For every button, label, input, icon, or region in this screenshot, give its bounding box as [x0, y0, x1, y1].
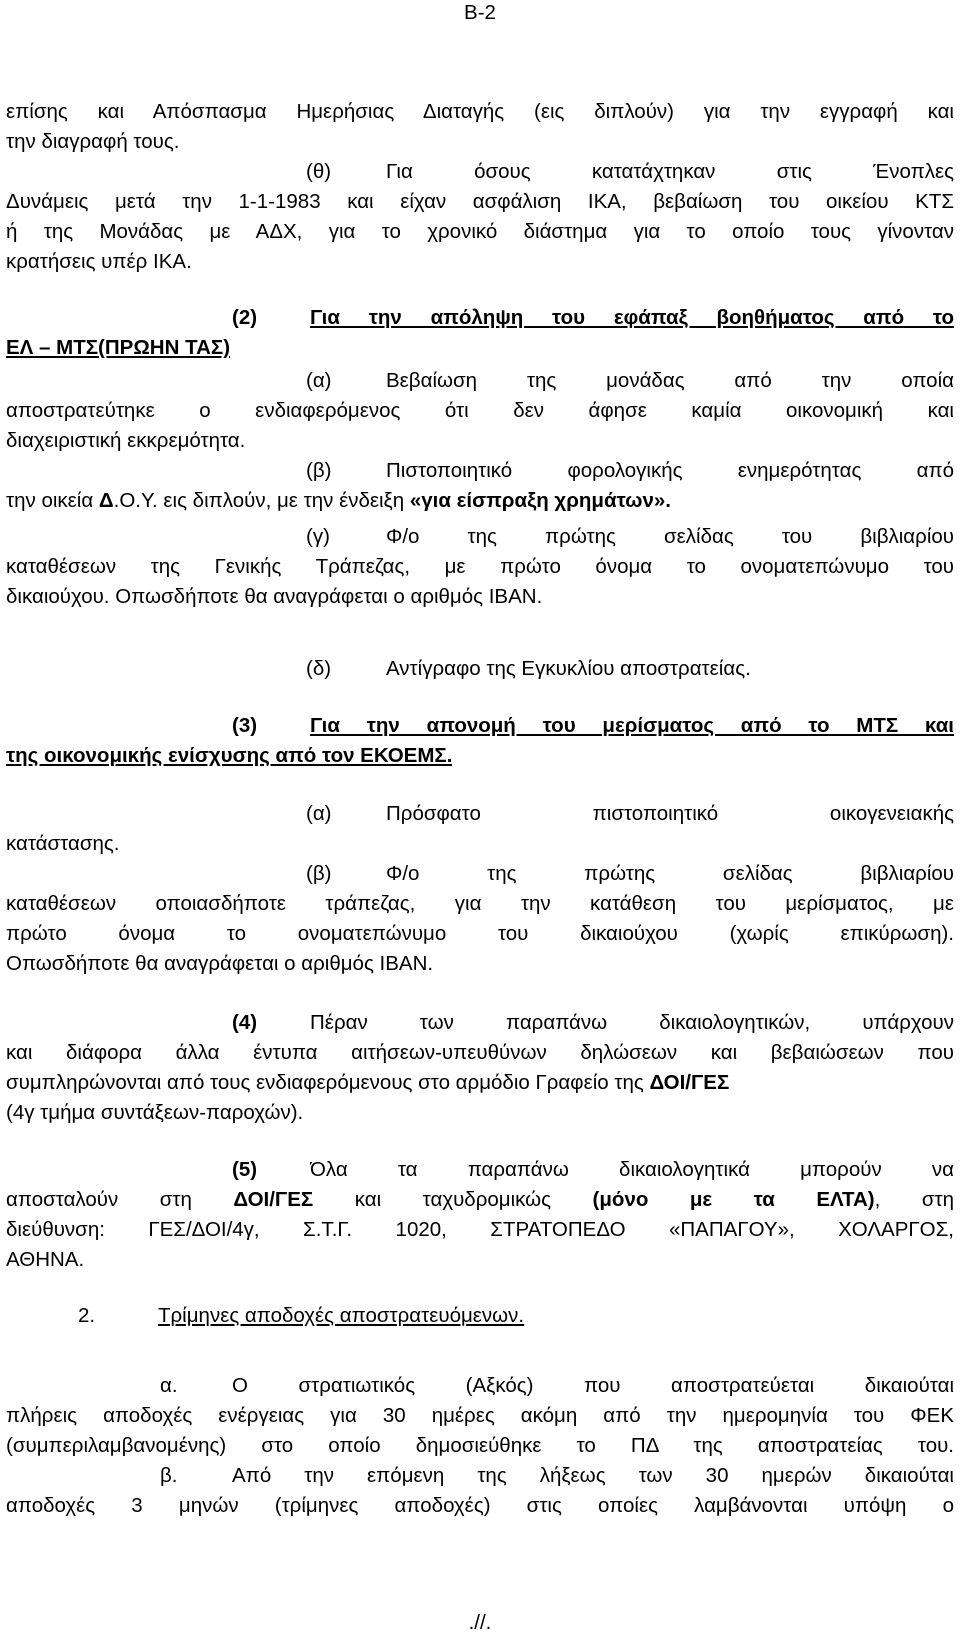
text-line: επίσης και Απόσπασμα Ημερήσιας Διαταγής (εις διπλούν) για την εγγραφή και: [6, 100, 954, 123]
item-label: (β): [306, 862, 332, 885]
section-title: Τρίμηνες αποδοχές αποστρατευόμενων.: [158, 1304, 525, 1327]
continuation-mark: .//.: [468, 1611, 492, 1634]
text-line: Για όσους κατατάχτηκαν στις Ένοπλες: [386, 160, 954, 183]
text-line: συμπληρώνονται από τους ενδιαφερόμενους στο αρμόδιο Γραφείο της ΔΟΙ/ΓΕΣ: [6, 1071, 730, 1094]
section-number: 2.: [78, 1304, 96, 1327]
section-title: Για την απόληψη του εφάπαξ βοηθήματος από το: [310, 306, 954, 329]
text-line: διεύθυνση: ΓΕΣ/ΔΟΙ/4γ, Σ.Τ.Γ. 1020, ΣΤΡΑΤΟΠΕΔΟ «ΠΑΠΑΓΟΥ», ΧΟΛΑΡΓΟΣ,: [6, 1218, 954, 1241]
text-line: καταθέσεων οποιασδήποτε τράπεζας, για την κατάθεση του μερίσματος, με: [6, 892, 954, 915]
item-label: (θ): [306, 160, 332, 183]
text-line: και διάφορα άλλα έντυπα αιτήσεων-υπευθύνων δηλώσεων και βεβαιώσεων που: [6, 1041, 954, 1064]
page-number: Β-2: [464, 1, 496, 24]
text-line: Πρόσφατο πιστοποιητικό οικογενειακής: [386, 802, 954, 825]
section-label: (3): [232, 714, 258, 737]
text-line: αποδοχές 3 μηνών (τρίμηνες αποδοχές) στις οποίες λαμβάνονται υπόψη ο: [6, 1494, 954, 1517]
section-label: (4): [232, 1011, 258, 1034]
text-line: δικαιούχου. Οπωσδήποτε θα αναγράφεται ο αριθμός IBAN.: [6, 585, 543, 608]
text-line: (4γ τμήμα συντάξεων-παροχών).: [6, 1101, 304, 1124]
text-line: Φ/ο της πρώτης σελίδας βιβλιαρίου: [386, 862, 954, 885]
text-line: την διαγραφή τους.: [6, 130, 180, 153]
section-label: (2): [232, 306, 258, 329]
text-line: πρώτο όνομα το ονοματεπώνυμο του δικαιούχου (χωρίς επικύρωση).: [6, 922, 954, 945]
item-label: α.: [160, 1374, 178, 1397]
text-line: Πέραν των παραπάνω δικαιολογητικών, υπάρχουν: [310, 1011, 954, 1034]
item-label: β.: [160, 1464, 178, 1487]
text-line: την οικεία Δ.Ο.Υ. εις διπλούν, με την ένδειξη «για είσπραξη χρημάτων».: [6, 489, 671, 512]
item-label: (β): [306, 459, 332, 482]
text-line: κατάστασης.: [6, 832, 120, 855]
text-line: Όλα τα παραπάνω δικαιολογητικά μπορούν να: [310, 1158, 954, 1181]
item-label: (δ): [306, 657, 332, 680]
text-line: Αντίγραφο της Εγκυκλίου αποστρατείας.: [386, 657, 751, 680]
item-label: (α): [306, 802, 332, 825]
text-line: Ο στρατιωτικός (Αξκός) που αποστρατεύεται δικαιούται: [232, 1374, 954, 1397]
text-line: Πιστοποιητικό φορολογικής ενημερότητας από: [386, 459, 954, 482]
text-line: Οπωσδήποτε θα αναγράφεται ο αριθμός IBAN.: [6, 952, 434, 975]
section-title: ΕΛ – ΜΤΣ(ΠΡΩΗΝ ΤΑΣ): [6, 336, 231, 359]
text-line: αποσταλούν στη ΔΟΙ/ΓΕΣ και ταχυδρομικώς (μόνο με τα ΕΛΤΑ), στη: [6, 1188, 954, 1211]
text-line: Δυνάμεις μετά την 1-1-1983 και είχαν ασφάλιση ΙΚΑ, βεβαίωση του οικείου ΚΤΣ: [6, 190, 954, 213]
text-line: διαχειριστική εκκρεμότητα.: [6, 429, 246, 452]
text-line: πλήρεις αποδοχές ενέργειας για 30 ημέρες ακόμη από την ημερομηνία του ΦΕΚ: [6, 1404, 954, 1427]
text-line: ή της Μονάδας με ΑΔΧ, για το χρονικό διάστημα για το οποίο τους γίνονταν: [6, 220, 954, 243]
item-label: (α): [306, 369, 332, 392]
section-title: της οικονομικής ενίσχυσης από τον ΕΚΟΕΜΣ.: [6, 744, 453, 767]
text-line: Βεβαίωση της μονάδας από την οποία: [386, 369, 954, 392]
text-line: ΑΘΗΝΑ.: [6, 1248, 85, 1271]
text-line: καταθέσεων της Γενικής Τράπεζας, με πρώτο όνομα το ονοματεπώνυμο του: [6, 555, 954, 578]
text-line: (συμπεριλαμβανομένης) στο οποίο δημοσιεύθηκε το ΠΔ της αποστρατείας του.: [6, 1434, 954, 1457]
text-line: κρατήσεις υπέρ ΙΚΑ.: [6, 250, 192, 273]
section-title: Για την απονομή του μερίσματος από το ΜΤΣ και: [310, 714, 954, 737]
text-line: Από την επόμενη της λήξεως των 30 ημερών δικαιούται: [232, 1464, 954, 1487]
text-line: Φ/ο της πρώτης σελίδας του βιβλιαρίου: [386, 525, 954, 548]
section-label: (5): [232, 1158, 258, 1181]
item-label: (γ): [306, 525, 330, 548]
text-line: αποστρατεύτηκε ο ενδιαφερόμενος ότι δεν άφησε καμία οικονομική και: [6, 399, 954, 422]
